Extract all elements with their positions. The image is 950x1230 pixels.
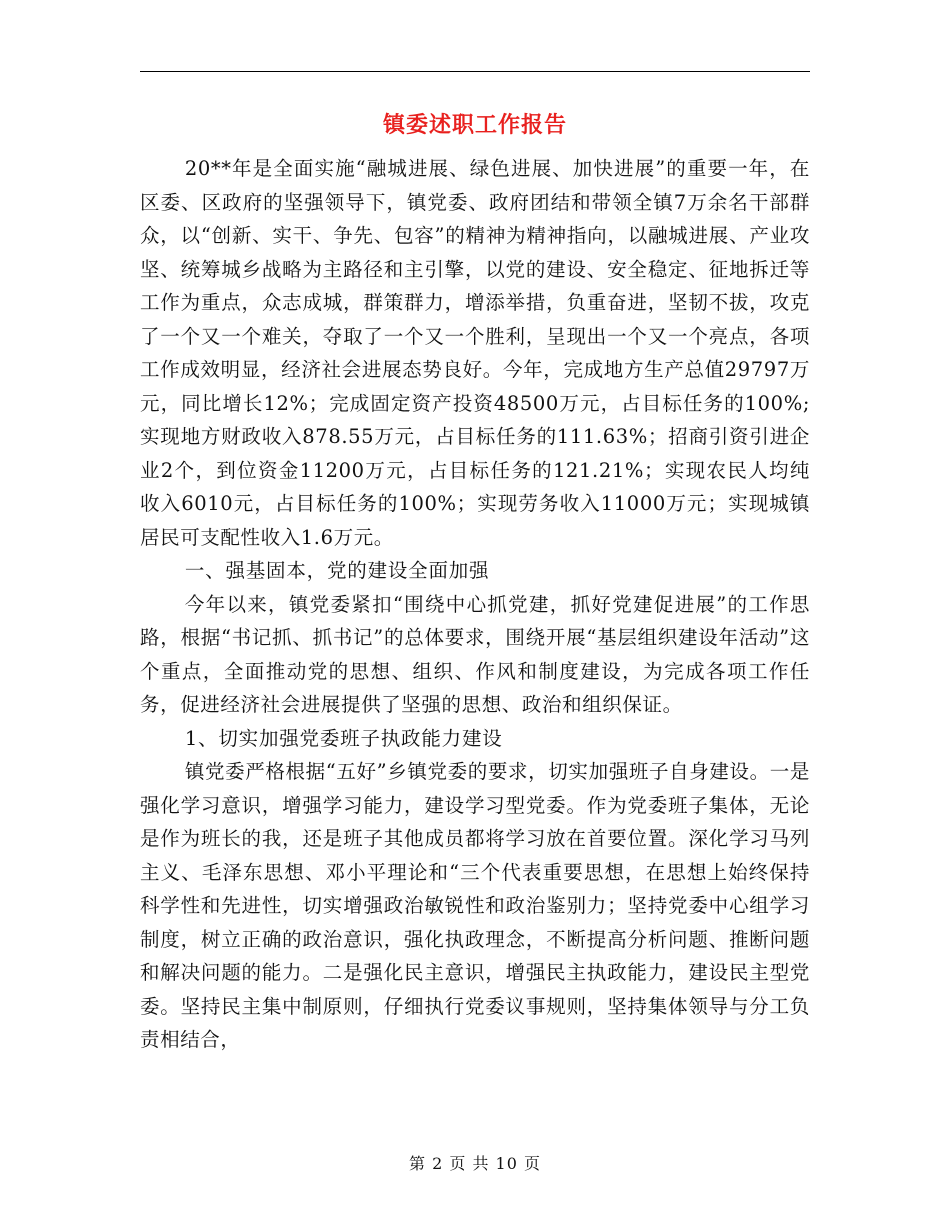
document-title: 镇委述职工作报告 [382, 112, 567, 138]
paragraph-committee-capacity: 镇党委严格根据“五好”乡镇党委的要求，切实加强班子自身建设。一是强化学习意识，增强学习能力，建设学习型党委。作为党委班子集体，无论是作为班长的我，还是班子其他成员都将学习放在首要位置。深化学习马列主义、毛泽东思想、邓小平理论和“三个代表重要思想，在思想上始终保持科学性和先进性，切实增强政治敏锐性和政治鉴别力；坚持党委中心组学习制度，树立正确的政治意识，强化执政理念，不断提高分析问题、推断问题和解决问题的能力。二是强化民主意识，增强民主执政能力，建设民主型党委。坚持民主集中制原则，仔细执行党委议事规则，坚持集体领导与分工负责相结合， [140, 760, 810, 1051]
paragraph-intro: 20**年是全面实施“融城进展、绿色进展、加快进展”的重要一年，在区委、区政府的坚强领导下，镇党委、政府团结和带领全镇7万余名干部群众，以“创新、实干、争先、包容”的精神为精神指向，以融城进展、产业攻坚、统筹城乡战略为主路径和主引擎，以党的建设、安全稳定、征地拆迁等工作为重点，众志成城，群策群力，增添举措，负重奋进，坚韧不拔，攻克了一个又一个难关，夺取了一个又一个胜利，呈现出一个又一个亮点，各项工作成效明显，经济社会进展态势良好。今年，完成地方生产总值29797万元，同比增长12%；完成固定资产投资48500万元，占目标任务的100%;实现地方财政收入878.55万元，占目标任务的111.63%；招商引资引进企业2个，到位资金11200万元，占目标任务的121.21%；实现农民人均纯收入6010元，占目标任务的100%；实现劳务收入11000万元；实现城镇居民可支配性收入1.6万元。 [140, 157, 810, 549]
subsection-heading-1: 1、切实加强党委班子执政能力建设 [184, 726, 503, 750]
section-heading-1: 一、强基固本，党的建设全面加强 [184, 559, 490, 582]
document-body [140, 152, 810, 1057]
header-rule [140, 71, 810, 72]
paragraph-party-building: 今年以来，镇党委紧扣“围绕中心抓党建，抓好党建促进展”的工作思路，根据“书记抓、抓书记”的总体要求，围绕开展“基层组织建设年活动”这个重点，全面推动党的思想、组织、作风和制度建设，为完成各项工作任务，促进经济社会进展提供了坚强的思想、政治和组织保证。 [140, 592, 810, 716]
page-footer: 第 2 页 共 10 页 [409, 1154, 541, 1173]
